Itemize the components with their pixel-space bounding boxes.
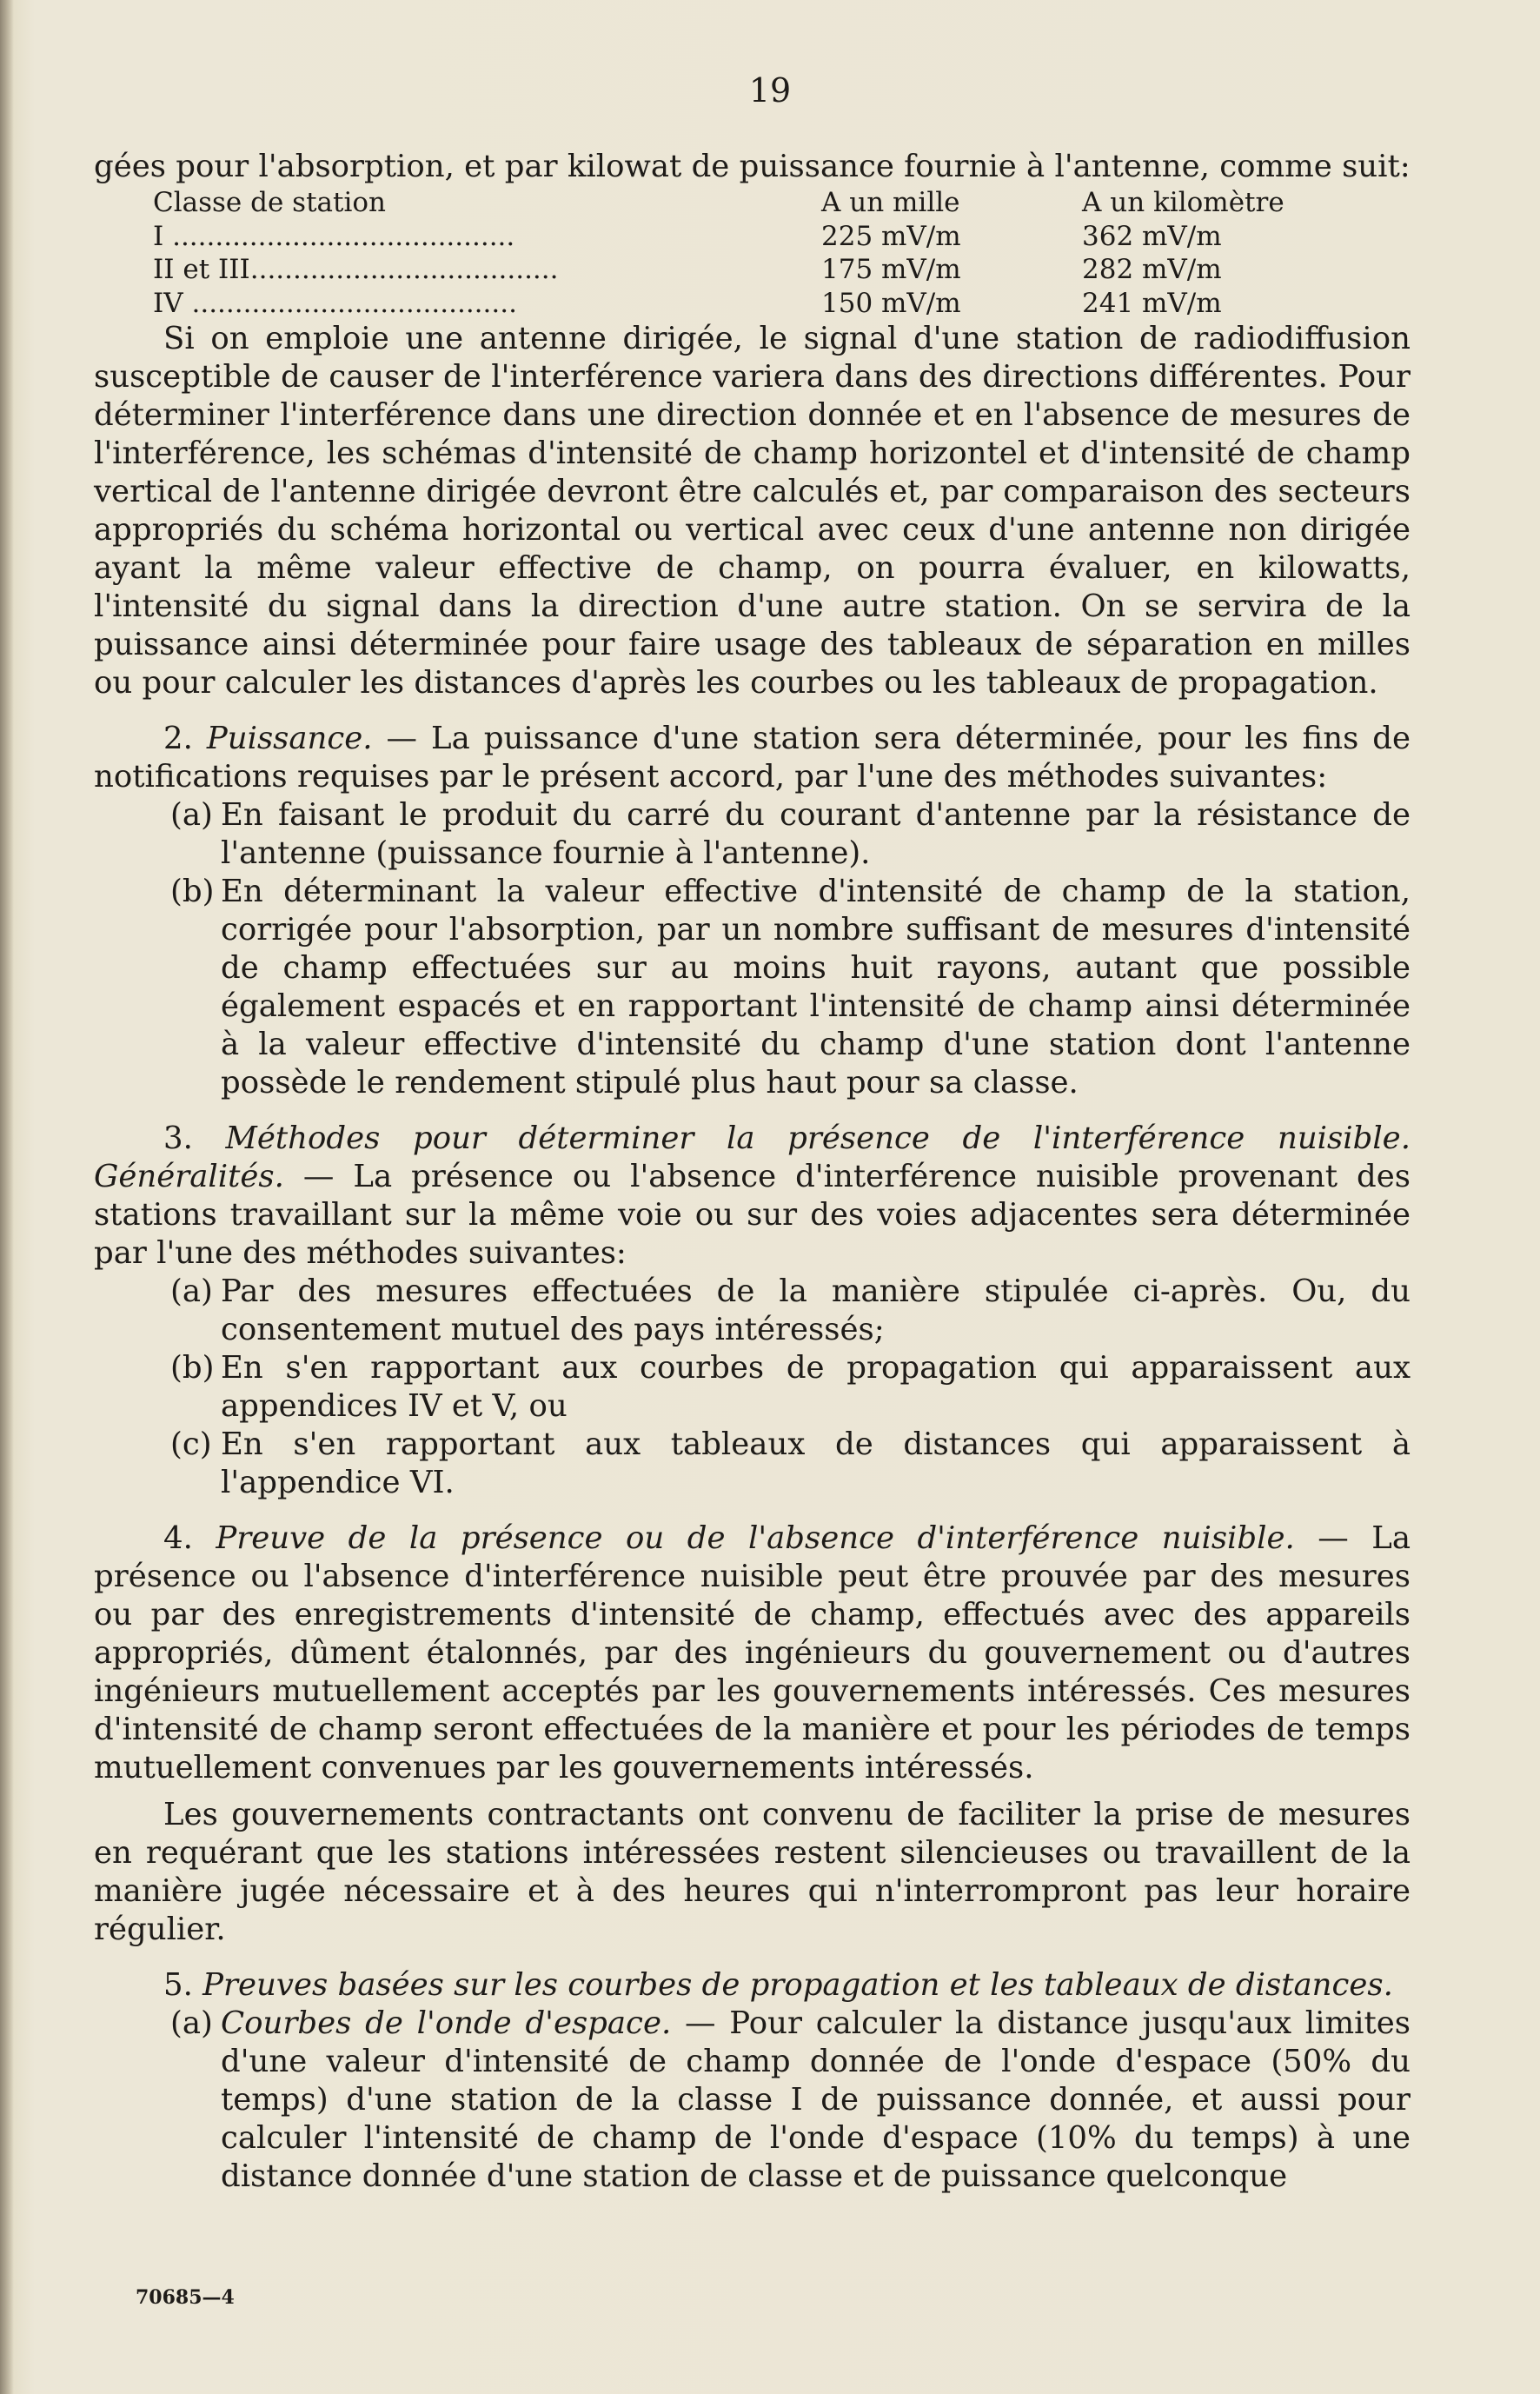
list-item-text: En s'en rapportant aux courbes de propagation qui apparaissent aux appendices IV et V, ou <box>221 1350 1411 1424</box>
section-3-title: Méthodes pour déterminer la présence de l'interférence nuisible. Généralités. <box>94 1121 1411 1194</box>
list-item-text: En faisant le produit du carré du courant d'antenne par la résistance de l'antenne (puissance fournie à l'antenne). <box>221 797 1411 871</box>
table-header-mille: A un mille <box>821 187 960 218</box>
table-cell-km: 241 mV/m <box>1082 287 1222 319</box>
list-item-text <box>221 2005 1411 2196</box>
page-number: 19 <box>748 71 792 110</box>
section-5-title: Preuves basées sur les courbes de propagation et les tableaux de distances. <box>202 1967 1393 2003</box>
field-strength-table <box>94 186 1411 320</box>
page-body <box>94 148 1411 2196</box>
table-cell-mille: 175 mV/m <box>821 254 961 285</box>
section-4-paragraph <box>94 1520 1411 1787</box>
list-item <box>94 1426 1411 1502</box>
section-2-paragraph <box>94 720 1411 796</box>
table-cell-mille: 150 mV/m <box>821 287 961 319</box>
list-item-text: En déterminant la valeur effective d'intensité de champ de la station, corrigée pour l'absorption, par un nombre suffisant de mesures d'intensité de champ effectuées sur au moins huit rayons, autant que possible également espacés et en rapportant l'intensité de champ ainsi déterminée à la valeur effective d'intensité du champ d'une station dont l'antenne possède le rendement stipulé plus haut pour sa classe. <box>221 874 1411 1101</box>
table-row <box>94 253 1411 287</box>
table-row <box>94 287 1411 321</box>
section-4-paragraph-2: Les gouvernements contractants ont convenu de faciliter la prise de mesures en requérant que les stations intéressées restent silencieuses ou travaillent de la manière jugée nécessaire et à des heures qui n'interrompront pas leur horaire régulier. <box>94 1797 1411 1947</box>
list-item-label: (c) <box>170 1426 212 1462</box>
list-item-label: (b) <box>170 1350 215 1386</box>
list-item <box>94 796 1411 873</box>
list-item <box>94 1273 1411 1349</box>
list-item-title: Courbes de l'onde d'espace. <box>221 2005 672 2041</box>
directional-antenna-paragraph: Si on emploie une antenne dirigée, le signal d'une station de radiodiffusion susceptible de causer de l'interférence variera dans des directions différentes. Pour déterminer l'interférence dans une direction donnée et en l'absence de mesures de l'interférence, les schémas d'intensité de champ horizontel et d'intensité de champ vertical de l'antenne dirigée devront être calculés et, par comparaison des secteurs appropriés du schéma horizontal ou vertical avec ceux d'une antenne non dirigée ayant la même valeur effective de champ, on pourra évaluer, en kilowatts, l'intensité du signal dans la direction d'une autre station. On se servira de la puissance ainsi déterminée pour faire usage des tableaux de séparation en milles ou pour calculer les distances d'après les courbes ou les tableaux de propagation. <box>94 321 1411 701</box>
section-2-number: 2. <box>163 721 193 756</box>
section-5-paragraph <box>94 1966 1411 2005</box>
section-4-title: Preuve de la présence ou de l'absence d'interférence nuisible. <box>216 1520 1295 1556</box>
list-item-text: En s'en rapportant aux tableaux de distances qui apparaissent à l'appendice VI. <box>221 1426 1411 1500</box>
table-header-classe: Classe de station <box>153 187 387 218</box>
section-3-text: — La présence ou l'absence d'interférence nuisible provenant des stations travaillant sur la même voie ou sur des voies adjacentes sera déterminée par l'une des méthodes suivantes: <box>94 1159 1411 1271</box>
book-spine-shadow <box>0 0 14 2394</box>
list-item-label: (a) <box>170 2005 213 2041</box>
section-3-number: 3. <box>163 1121 193 1156</box>
section-4-number: 4. <box>163 1520 193 1556</box>
table-header-km: A un kilomètre <box>1082 187 1284 218</box>
table-cell-mille: 225 mV/m <box>821 220 961 252</box>
table-cell-classe: II et III.................................... <box>153 254 559 285</box>
section-5-number: 5. <box>163 1967 193 2003</box>
section-2-title: Puissance. <box>206 721 373 756</box>
list-item-label: (a) <box>170 1273 213 1309</box>
section-3-paragraph <box>94 1120 1411 1273</box>
table-header-row <box>94 186 1411 220</box>
table-cell-km: 362 mV/m <box>1082 220 1222 252</box>
intro-paragraph: gées pour l'absorption, et par kilowat de puissance fournie à l'antenne, comme suit: <box>94 149 1411 184</box>
table-cell-classe: IV ...................................... <box>153 287 517 319</box>
section-2-text: — La puissance d'une station sera déterminée, pour les fins de notifications requises par le présent accord, par l'une des méthodes suivantes: <box>94 721 1411 795</box>
table-cell-classe: I ........................................ <box>153 220 515 252</box>
table-row <box>94 220 1411 254</box>
list-item-label: (b) <box>170 874 215 909</box>
list-item-label: (a) <box>170 797 213 833</box>
printer-code: 70685—4 <box>136 2286 235 2309</box>
list-item <box>94 1349 1411 1426</box>
table-cell-km: 282 mV/m <box>1082 254 1222 285</box>
list-item <box>94 873 1411 1102</box>
list-item-text: Par des mesures effectuées de la manière stipulée ci-après. Ou, du consentement mutuel des pays intéressés; <box>221 1273 1411 1347</box>
list-item-body: — Pour calculer la distance jusqu'aux limites d'une valeur d'intensité de champ donnée de l'onde d'espace (50% du temps) d'une station de la classe I de puissance donnée, et aussi pour calculer l'intensité de champ de l'onde d'espace (10% du temps) à une distance donnée d'une station de classe et de puissance quelconque <box>221 2005 1411 2194</box>
section-4-text: — La présence ou l'absence d'interférence nuisible peut être prouvée par des mesures ou par des enregistrements d'intensité de champ, effectués avec des appareils appropriés, dûment étalonnés, par des ingénieurs du gouvernement ou d'autres ingénieurs mutuellement acceptés par les gouvernements intéressés. Ces mesures d'intensité de champ seront effectuées de la manière et pour les périodes de temps mutuellement convenues par les gouvernements intéressés. <box>94 1520 1411 1786</box>
list-item <box>94 2005 1411 2196</box>
